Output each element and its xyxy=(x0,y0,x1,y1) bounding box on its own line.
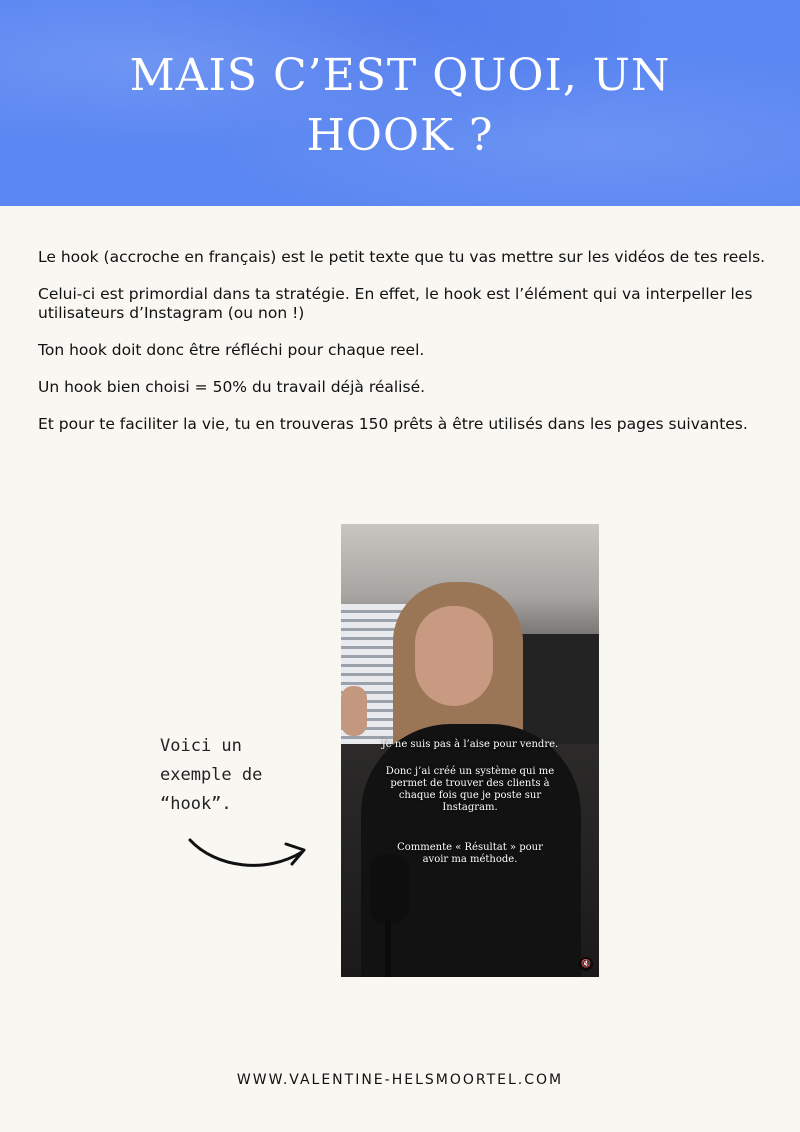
video-caption-line: Je ne suis pas à l’aise pour vendre. xyxy=(381,739,559,750)
arrow-icon xyxy=(186,834,310,874)
paragraph: Celui-ci est primordial dans ta stratégie. En effet, le hook est l’élément qui va interpeller les utilisateurs d’Instagram (ou non !) xyxy=(38,285,753,322)
video-caption-line: Commente « Résultat » pour avoir ma méthode. xyxy=(397,842,543,865)
page-title: MAIS C’EST QUOI, UN HOOK ? xyxy=(129,50,671,161)
person-hand xyxy=(341,686,367,736)
paragraph: Le hook (accroche en français) est le petit texte que tu vas mettre sur les vidéos de tes reels. xyxy=(38,248,766,266)
paragraph: Et pour te faciliter la vie, tu en trouveras 150 prêts à être utilisés dans les pages suivantes. xyxy=(38,415,748,433)
microphone-stand xyxy=(385,919,391,977)
intro-text xyxy=(38,248,768,452)
paragraph: Un hook bien choisi = 50% du travail déjà réalisé. xyxy=(38,378,426,396)
person-face xyxy=(415,606,493,706)
reel-video-preview[interactable] xyxy=(341,524,599,977)
muted-speaker-icon[interactable]: 🔇 xyxy=(579,957,593,971)
header-banner xyxy=(0,0,800,206)
website-footer[interactable]: WWW.VALENTINE-HELSMOORTEL.COM xyxy=(236,1072,564,1088)
video-caption-line: Donc j’ai créé un système qui me permet de trouver des clients à chaque fois que je poste sur Instagram. xyxy=(385,766,555,813)
example-note: Voici un exemple de “hook”. xyxy=(160,736,263,814)
paragraph: Ton hook doit donc être réfléchi pour chaque reel. xyxy=(38,341,425,359)
